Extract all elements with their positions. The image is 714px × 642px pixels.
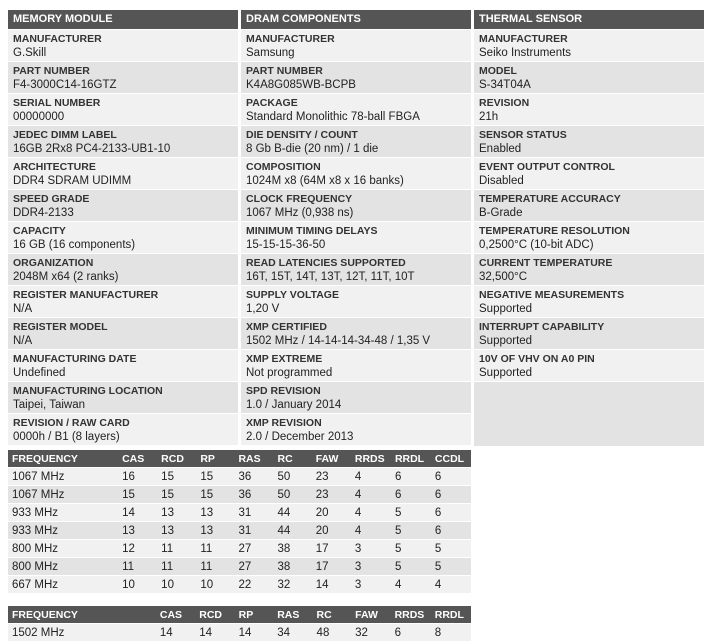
field-label: XMP EXTREME bbox=[246, 353, 323, 365]
field-row bbox=[241, 158, 471, 189]
table-cell: 1067 MHz bbox=[8, 468, 118, 486]
table-cell: 14 bbox=[156, 624, 195, 642]
field-row bbox=[8, 190, 238, 221]
table-cell: 6 bbox=[431, 468, 471, 486]
field-label: REGISTER MODEL bbox=[13, 321, 108, 333]
field-value: Enabled bbox=[479, 143, 522, 155]
field-label: REGISTER MANUFACTURER bbox=[13, 289, 159, 301]
field-value: 16GB 2Rx8 PC4-2133-UB1-10 bbox=[13, 143, 171, 155]
column-header: CAS bbox=[118, 450, 157, 468]
table-cell: 27 bbox=[234, 540, 273, 558]
column-header: FAW bbox=[351, 606, 390, 624]
table-row bbox=[8, 558, 471, 576]
column-header: RRDL bbox=[391, 450, 431, 468]
field-row bbox=[8, 94, 238, 125]
table-cell: 933 MHz bbox=[8, 504, 118, 522]
table-cell: 10 bbox=[157, 576, 196, 594]
table-row bbox=[8, 486, 471, 504]
field-label: SENSOR STATUS bbox=[479, 129, 567, 141]
field-row bbox=[474, 30, 704, 61]
table-spacer bbox=[8, 594, 706, 602]
field-value: Undefined bbox=[13, 367, 66, 379]
thermal-sensor-column bbox=[474, 10, 704, 446]
table-cell: 10 bbox=[196, 576, 234, 594]
field-row bbox=[474, 190, 704, 221]
table-cell: 800 MHz bbox=[8, 540, 118, 558]
thermal-sensor-header: THERMAL SENSOR bbox=[474, 10, 704, 29]
table-cell: 6 bbox=[431, 486, 471, 504]
field-value: S-34T04A bbox=[479, 79, 531, 91]
field-row bbox=[474, 62, 704, 93]
table-cell: 20 bbox=[312, 522, 351, 540]
table-cell: 14 bbox=[312, 576, 351, 594]
table-cell: 11 bbox=[157, 540, 196, 558]
field-row bbox=[8, 414, 238, 445]
field-label: PART NUMBER bbox=[246, 65, 323, 77]
table-cell: 3 bbox=[351, 558, 391, 576]
table-cell: 5 bbox=[431, 540, 471, 558]
table-row bbox=[8, 522, 471, 540]
table-cell: 38 bbox=[274, 558, 312, 576]
column-header: RC bbox=[313, 606, 352, 624]
column-header bbox=[119, 606, 156, 624]
field-value: 1.0 / January 2014 bbox=[246, 399, 342, 411]
field-label: MANUFACTURING DATE bbox=[13, 353, 137, 365]
table-cell: 933 MHz bbox=[8, 522, 118, 540]
field-value: Supported bbox=[479, 303, 533, 315]
table-cell: 5 bbox=[431, 558, 471, 576]
field-label: MANUFACTURER bbox=[13, 33, 102, 45]
column-header: RRDL bbox=[431, 606, 471, 624]
table-cell: 1502 MHz bbox=[8, 624, 119, 642]
column-header: RAS bbox=[234, 450, 273, 468]
field-row bbox=[241, 126, 471, 157]
field-value: 0000h / B1 (8 layers) bbox=[13, 431, 120, 443]
field-label: MANUFACTURING LOCATION bbox=[13, 385, 163, 397]
field-label: CLOCK FREQUENCY bbox=[246, 193, 353, 205]
field-row bbox=[8, 318, 238, 349]
table-cell: 13 bbox=[157, 522, 196, 540]
field-row bbox=[241, 254, 471, 285]
field-label: CAPACITY bbox=[13, 225, 66, 237]
field-row bbox=[241, 318, 471, 349]
column-header: RCD bbox=[157, 450, 196, 468]
field-row bbox=[241, 30, 471, 61]
table-cell: 4 bbox=[391, 576, 431, 594]
table-cell: 8 bbox=[431, 624, 471, 642]
field-row bbox=[474, 222, 704, 253]
field-label: JEDEC DIMM LABEL bbox=[13, 129, 117, 141]
table-cell: 12 bbox=[118, 540, 157, 558]
table-cell: 13 bbox=[157, 504, 196, 522]
table-cell: 6 bbox=[391, 486, 431, 504]
table-cell: 6 bbox=[431, 504, 471, 522]
empty-area bbox=[474, 382, 704, 446]
field-row bbox=[8, 62, 238, 93]
field-row bbox=[241, 350, 471, 381]
table-cell: 5 bbox=[391, 540, 431, 558]
field-row bbox=[241, 382, 471, 413]
field-value: 21h bbox=[479, 111, 499, 123]
field-row bbox=[474, 286, 704, 317]
table-cell: 11 bbox=[196, 558, 234, 576]
field-label: REVISION / RAW CARD bbox=[13, 417, 130, 429]
field-value: Taipei, Taiwan bbox=[13, 399, 86, 411]
field-row bbox=[241, 190, 471, 221]
table-cell: 4 bbox=[351, 486, 391, 504]
field-row bbox=[474, 158, 704, 189]
table-cell: 23 bbox=[312, 468, 351, 486]
table-cell: 36 bbox=[234, 486, 273, 504]
column-header: RRDS bbox=[391, 606, 431, 624]
table-cell: 11 bbox=[196, 540, 234, 558]
memory-module-column bbox=[8, 10, 238, 446]
table-cell: 6 bbox=[391, 468, 431, 486]
table-cell: 32 bbox=[274, 576, 312, 594]
table-cell: 15 bbox=[118, 486, 157, 504]
table-cell: 50 bbox=[274, 468, 312, 486]
field-value: 1502 MHz / 14-14-14-34-48 / 1,35 V bbox=[246, 335, 431, 347]
field-row bbox=[474, 350, 704, 381]
table-cell: 14 bbox=[235, 624, 274, 642]
field-label: NEGATIVE MEASUREMENTS bbox=[479, 289, 625, 301]
spd-info-panel bbox=[8, 10, 706, 642]
table-cell: 667 MHz bbox=[8, 576, 118, 594]
table-cell: 44 bbox=[274, 504, 312, 522]
spd-columns bbox=[8, 10, 706, 446]
field-row bbox=[8, 382, 238, 413]
table-row bbox=[8, 504, 471, 522]
field-value: Seiko Instruments bbox=[479, 47, 572, 59]
field-value: 32,500°C bbox=[479, 271, 528, 283]
field-value: Samsung bbox=[246, 47, 295, 59]
table-cell: 3 bbox=[351, 540, 391, 558]
field-label: SUPPLY VOLTAGE bbox=[246, 289, 339, 301]
memory-module-header: MEMORY MODULE bbox=[8, 10, 238, 29]
field-value: 0,2500°C (10-bit ADC) bbox=[479, 239, 594, 251]
table-body bbox=[8, 624, 471, 642]
field-row bbox=[474, 126, 704, 157]
field-label: CURRENT TEMPERATURE bbox=[479, 257, 613, 269]
table-cell: 14 bbox=[195, 624, 234, 642]
field-label: INTERRUPT CAPABILITY bbox=[479, 321, 605, 333]
table-cell: 6 bbox=[431, 522, 471, 540]
table-cell: 31 bbox=[234, 504, 273, 522]
xmp-timings-table bbox=[8, 606, 471, 642]
table-cell: 11 bbox=[157, 558, 196, 576]
field-row bbox=[8, 222, 238, 253]
field-value: 2.0 / December 2013 bbox=[246, 431, 354, 443]
field-row bbox=[241, 222, 471, 253]
table-row bbox=[8, 576, 471, 594]
field-label: MANUFACTURER bbox=[479, 33, 568, 45]
field-row bbox=[8, 158, 238, 189]
field-value: K4A8G085WB-BCPB bbox=[246, 79, 356, 91]
field-value: N/A bbox=[13, 303, 33, 315]
field-value: Standard Monolithic 78-ball FBGA bbox=[246, 111, 420, 123]
field-row bbox=[8, 30, 238, 61]
table-cell: 32 bbox=[351, 624, 390, 642]
field-value: N/A bbox=[13, 335, 33, 347]
field-row bbox=[8, 286, 238, 317]
field-value: 15-15-15-36-50 bbox=[246, 239, 326, 251]
field-label: COMPOSITION bbox=[246, 161, 321, 173]
table-cell: 3 bbox=[351, 576, 391, 594]
field-label: PART NUMBER bbox=[13, 65, 90, 77]
table-cell: 17 bbox=[312, 558, 351, 576]
field-label: XMP CERTIFIED bbox=[246, 321, 327, 333]
field-row bbox=[241, 94, 471, 125]
table-cell: 11 bbox=[118, 558, 157, 576]
field-label: REVISION bbox=[479, 97, 530, 109]
table-cell: 15 bbox=[157, 468, 196, 486]
table-cell: 5 bbox=[391, 504, 431, 522]
field-label: READ LATENCIES SUPPORTED bbox=[246, 257, 406, 269]
field-value: Supported bbox=[479, 335, 533, 347]
table-cell: 5 bbox=[391, 522, 431, 540]
field-value: DDR4 SDRAM UDIMM bbox=[13, 175, 132, 187]
table-cell: 50 bbox=[274, 486, 312, 504]
field-row bbox=[241, 286, 471, 317]
field-label: MANUFACTURER bbox=[246, 33, 335, 45]
column-header: FAW bbox=[312, 450, 351, 468]
table-cell: 4 bbox=[351, 468, 391, 486]
dram-components-column bbox=[241, 10, 471, 446]
table-cell: 15 bbox=[196, 486, 234, 504]
table-cell: 31 bbox=[234, 522, 273, 540]
column-header: RC bbox=[274, 450, 312, 468]
column-header: FREQUENCY bbox=[8, 450, 118, 468]
field-value: 1024M x8 (64M x8 x 16 banks) bbox=[246, 175, 404, 187]
field-value: 16 GB (16 components) bbox=[13, 239, 136, 251]
field-value: F4-3000C14-16GTZ bbox=[13, 79, 117, 91]
table-cell: 34 bbox=[273, 624, 312, 642]
table-cell: 15 bbox=[196, 468, 234, 486]
table-row bbox=[8, 468, 471, 486]
field-row bbox=[241, 414, 471, 445]
field-row bbox=[474, 94, 704, 125]
table-cell: 13 bbox=[118, 522, 157, 540]
table-body bbox=[8, 468, 471, 594]
field-value: 1067 MHz (0,938 ns) bbox=[246, 207, 354, 219]
field-label: MODEL bbox=[479, 65, 517, 77]
column-header: FREQUENCY bbox=[8, 606, 119, 624]
table-cell: 10 bbox=[118, 576, 157, 594]
table-cell: 20 bbox=[312, 504, 351, 522]
field-row bbox=[474, 254, 704, 285]
field-value: Disabled bbox=[479, 175, 524, 187]
column-header: RP bbox=[235, 606, 274, 624]
table-cell: 4 bbox=[351, 522, 391, 540]
column-header: RRDS bbox=[351, 450, 391, 468]
field-value: 16T, 15T, 14T, 13T, 12T, 11T, 10T bbox=[246, 271, 415, 283]
table-cell: 13 bbox=[196, 522, 234, 540]
field-row bbox=[8, 126, 238, 157]
table-header-row bbox=[8, 606, 471, 624]
column-header: RAS bbox=[273, 606, 312, 624]
field-label: ARCHITECTURE bbox=[13, 161, 96, 173]
column-header: CCDL bbox=[431, 450, 471, 468]
field-value: 1,20 V bbox=[246, 303, 280, 315]
field-value: 2048M x64 (2 ranks) bbox=[13, 271, 119, 283]
table-row bbox=[8, 540, 471, 558]
table-cell: 14 bbox=[118, 504, 157, 522]
field-row bbox=[241, 62, 471, 93]
field-label: ORGANIZATION bbox=[13, 257, 94, 269]
field-row bbox=[8, 254, 238, 285]
table-cell: 4 bbox=[351, 504, 391, 522]
table-cell: 44 bbox=[274, 522, 312, 540]
table-cell: 6 bbox=[391, 624, 431, 642]
field-row bbox=[8, 350, 238, 381]
column-header: RP bbox=[196, 450, 234, 468]
field-label: TEMPERATURE RESOLUTION bbox=[479, 225, 630, 237]
table-cell: 1067 MHz bbox=[8, 486, 118, 504]
table-cell: 5 bbox=[391, 558, 431, 576]
field-label: SERIAL NUMBER bbox=[13, 97, 101, 109]
field-label: XMP REVISION bbox=[246, 417, 322, 429]
field-value: Supported bbox=[479, 367, 533, 379]
table-row bbox=[8, 624, 471, 642]
field-row bbox=[474, 318, 704, 349]
field-label: MINIMUM TIMING DELAYS bbox=[246, 225, 378, 237]
table-cell: 800 MHz bbox=[8, 558, 118, 576]
field-label: SPEED GRADE bbox=[13, 193, 90, 205]
table-cell: 13 bbox=[196, 504, 234, 522]
field-value: B-Grade bbox=[479, 207, 523, 219]
column-header: CAS bbox=[156, 606, 195, 624]
field-label: TEMPERATURE ACCURACY bbox=[479, 193, 621, 205]
table-cell: 38 bbox=[274, 540, 312, 558]
table-cell: 16 bbox=[118, 468, 157, 486]
table-cell: 17 bbox=[312, 540, 351, 558]
field-value: 00000000 bbox=[13, 111, 65, 123]
field-label: SPD REVISION bbox=[246, 385, 321, 397]
table-cell: 22 bbox=[234, 576, 273, 594]
table-cell bbox=[119, 624, 156, 642]
table-cell: 4 bbox=[431, 576, 471, 594]
table-cell: 36 bbox=[234, 468, 273, 486]
table-cell: 15 bbox=[157, 486, 196, 504]
field-value: G.Skill bbox=[13, 47, 47, 59]
table-header-row bbox=[8, 450, 471, 468]
jedec-timings-table bbox=[8, 450, 471, 594]
field-label: PACKAGE bbox=[246, 97, 298, 109]
table-cell: 48 bbox=[313, 624, 352, 642]
field-value: Not programmed bbox=[246, 367, 333, 379]
table-cell: 23 bbox=[312, 486, 351, 504]
column-header: RCD bbox=[195, 606, 234, 624]
field-label: EVENT OUTPUT CONTROL bbox=[479, 161, 615, 173]
field-value: 8 Gb B-die (20 nm) / 1 die bbox=[246, 143, 379, 155]
field-label: DIE DENSITY / COUNT bbox=[246, 129, 358, 141]
table-cell: 27 bbox=[234, 558, 273, 576]
field-label: 10V OF VHV ON A0 PIN bbox=[479, 353, 595, 365]
dram-components-header: DRAM COMPONENTS bbox=[241, 10, 471, 29]
field-value: DDR4-2133 bbox=[13, 207, 74, 219]
